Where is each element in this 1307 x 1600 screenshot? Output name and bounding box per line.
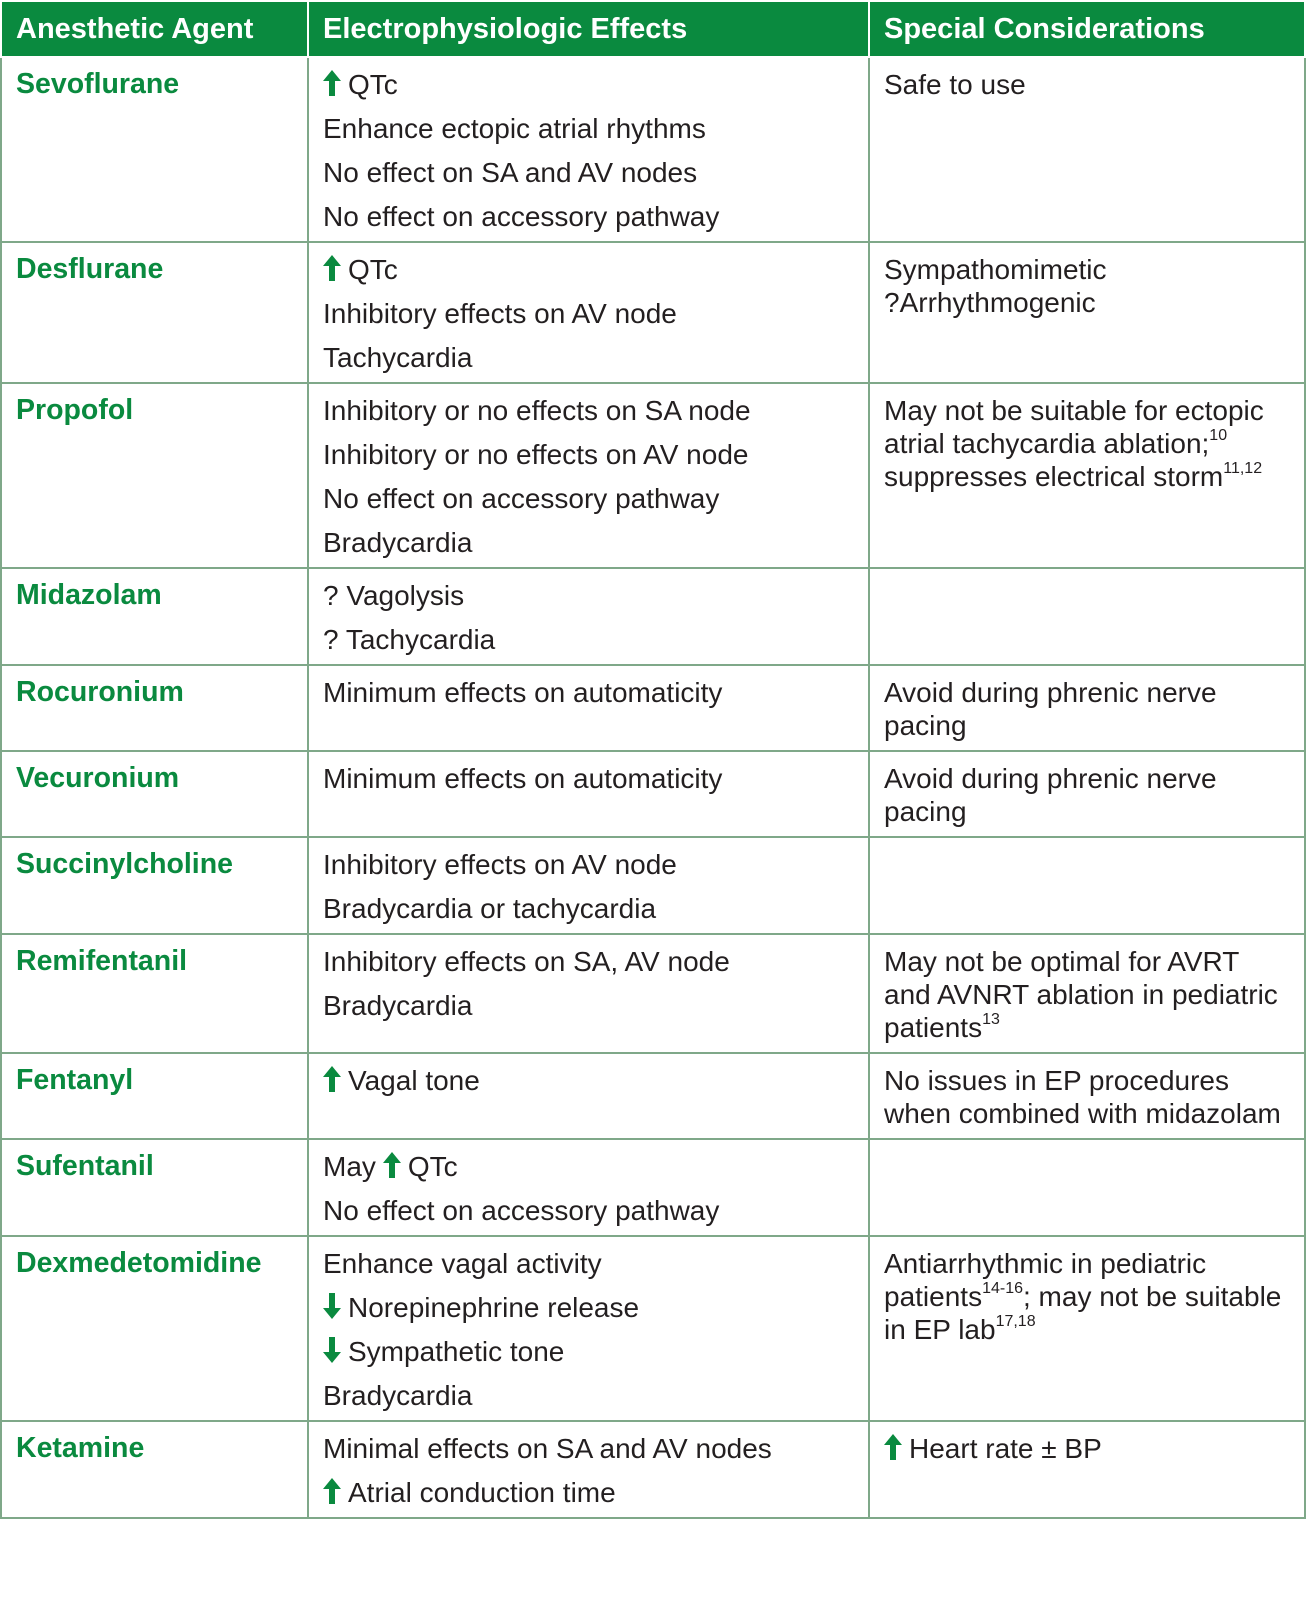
- table-row: [1, 1053, 1305, 1139]
- consideration-text-block: [884, 253, 1290, 319]
- consideration-text-block: [884, 1064, 1290, 1130]
- considerations-cell: [869, 1053, 1305, 1139]
- down-arrow-icon: [323, 1337, 341, 1363]
- agent-name: Desflurane: [1, 242, 308, 383]
- table-row: [1, 383, 1305, 568]
- effects-cell: [308, 751, 869, 837]
- citation-superscript: 14-16: [982, 1280, 1023, 1297]
- up-arrow-icon: [323, 1066, 341, 1092]
- effect-text: No effect on accessory pathway: [323, 201, 720, 232]
- consideration-text-block: [884, 394, 1290, 493]
- effect-text: Atrial conduction time: [348, 1477, 616, 1508]
- header-electrophysiologic-effects: Electrophysiologic Effects: [308, 1, 869, 57]
- citation-superscript: 13: [982, 1011, 1000, 1028]
- citation-superscript: 11,12: [1223, 460, 1263, 477]
- considerations-cell: [869, 1421, 1305, 1518]
- effect-line: [323, 253, 854, 297]
- consideration-text-block: [884, 1247, 1290, 1346]
- agent-name: Fentanyl: [1, 1053, 308, 1139]
- effects-cell: [308, 57, 869, 242]
- effect-text: Inhibitory effects on AV node: [323, 849, 677, 880]
- consideration-text: Avoid during phrenic nerve pacing: [884, 677, 1217, 741]
- effect-line: [323, 1476, 854, 1509]
- effects-cell: [308, 568, 869, 665]
- effects-cell: [308, 383, 869, 568]
- effect-text: QTc: [348, 69, 398, 100]
- effect-line: [323, 68, 854, 112]
- consideration-text: Safe to use: [884, 69, 1026, 100]
- effect-line: [323, 156, 854, 200]
- effect-text: Inhibitory effects on AV node: [323, 298, 677, 329]
- table-row: [1, 837, 1305, 934]
- table-row: [1, 1421, 1305, 1518]
- effect-text: ? Vagolysis: [323, 580, 465, 611]
- citation-superscript: 10: [1209, 427, 1228, 444]
- considerations-cell: [869, 568, 1305, 665]
- effect-line: [323, 579, 854, 623]
- table-row: [1, 57, 1305, 242]
- effect-text: QTc: [348, 254, 398, 285]
- agent-name: Ketamine: [1, 1421, 308, 1518]
- citation-superscript: 17,18: [995, 1313, 1036, 1330]
- consideration-text: Sympathomimetic: [884, 254, 1107, 285]
- considerations-cell: [869, 934, 1305, 1053]
- table-body: [1, 57, 1305, 1518]
- effect-text: Enhance vagal activity: [323, 1248, 602, 1279]
- consideration-text: ; may not be suitable in EP lab: [884, 1281, 1282, 1345]
- effects-cell: [308, 1421, 869, 1518]
- effect-text: Enhance ectopic atrial rhythms: [323, 113, 706, 144]
- consideration-text-block: [884, 762, 1290, 828]
- effect-line: [323, 112, 854, 156]
- effect-line: [323, 623, 854, 656]
- agent-name: Sevoflurane: [1, 57, 308, 242]
- effect-line: [323, 1379, 854, 1412]
- consideration-text: ?Arrhythmogenic: [884, 287, 1096, 318]
- consideration-text: May not be suitable for ectopic atrial tachycardia ablation;: [884, 395, 1264, 459]
- consideration-text-block: [884, 676, 1290, 742]
- effect-line: [323, 848, 854, 892]
- down-arrow-icon: [323, 1293, 341, 1319]
- effect-text: No effect on accessory pathway: [323, 483, 720, 514]
- effect-line: [323, 1291, 854, 1335]
- effect-line: [323, 945, 854, 989]
- consideration-text-block: [884, 68, 1290, 101]
- effect-text: Bradycardia: [323, 1380, 473, 1411]
- agent-name: Midazolam: [1, 568, 308, 665]
- consideration-text: Heart rate ± BP: [909, 1433, 1102, 1464]
- effect-text: Norepinephrine release: [348, 1292, 640, 1323]
- up-arrow-icon: [323, 1478, 341, 1504]
- considerations-cell: [869, 1139, 1305, 1236]
- effect-line: [323, 989, 854, 1022]
- consideration-text: No issues in EP procedures when combined with midazolam: [884, 1065, 1281, 1129]
- agent-name: Dexmedetomidine: [1, 1236, 308, 1421]
- effect-text: Bradycardia: [323, 990, 473, 1021]
- effect-text: No effect on SA and AV nodes: [323, 157, 698, 188]
- header-anesthetic-agent: Anesthetic Agent: [1, 1, 308, 57]
- effect-text: Tachycardia: [323, 342, 473, 373]
- consideration-text: suppresses electrical storm: [884, 461, 1224, 492]
- effect-text: Sympathetic tone: [348, 1336, 565, 1367]
- consideration-text-block: [884, 1432, 1290, 1465]
- effect-text: QTc: [407, 1151, 458, 1182]
- header-special-considerations: Special Considerations: [869, 1, 1305, 57]
- consideration-text-block: [884, 945, 1290, 1044]
- effect-line: [323, 297, 854, 341]
- effect-line: [323, 394, 854, 438]
- table-row: [1, 934, 1305, 1053]
- up-arrow-icon: [884, 1434, 902, 1460]
- effect-line: [323, 200, 854, 233]
- effect-text: Inhibitory effects on SA, AV node: [323, 946, 730, 977]
- up-arrow-icon: [323, 70, 341, 96]
- effect-line: [323, 1194, 854, 1227]
- effect-line: [323, 438, 854, 482]
- effect-line: [323, 1064, 854, 1097]
- considerations-cell: [869, 665, 1305, 751]
- effect-line: [323, 892, 854, 925]
- effect-text: Bradycardia or tachycardia: [323, 893, 657, 924]
- effect-text: Inhibitory or no effects on SA node: [323, 395, 751, 426]
- effects-cell: [308, 665, 869, 751]
- effect-line: [323, 482, 854, 526]
- consideration-text: Antiarrhythmic in pediatric patients: [884, 1248, 1207, 1312]
- agent-name: Sufentanil: [1, 1139, 308, 1236]
- agent-name: Propofol: [1, 383, 308, 568]
- agent-name: Vecuronium: [1, 751, 308, 837]
- agent-name: Remifentanil: [1, 934, 308, 1053]
- effect-text: Minimum effects on automaticity: [323, 763, 723, 794]
- agent-name: Rocuronium: [1, 665, 308, 751]
- effect-line: [323, 341, 854, 374]
- effect-text: Vagal tone: [348, 1065, 480, 1096]
- considerations-cell: [869, 383, 1305, 568]
- effect-text: No effect on accessory pathway: [323, 1195, 720, 1226]
- effect-text: Minimum effects on automaticity: [323, 677, 723, 708]
- effects-cell: [308, 934, 869, 1053]
- table-header: [1, 1, 1305, 57]
- effect-text: Bradycardia: [323, 527, 473, 558]
- table-row: [1, 242, 1305, 383]
- effects-cell: [308, 1236, 869, 1421]
- considerations-cell: [869, 837, 1305, 934]
- considerations-cell: [869, 57, 1305, 242]
- table-row: [1, 665, 1305, 751]
- table-row: [1, 1139, 1305, 1236]
- considerations-cell: [869, 242, 1305, 383]
- effects-cell: [308, 837, 869, 934]
- effect-line: [323, 762, 854, 795]
- effect-text: ? Tachycardia: [323, 624, 496, 655]
- effect-prefix: May: [323, 1151, 376, 1182]
- effect-line: [323, 1335, 854, 1379]
- table-row: [1, 1236, 1305, 1421]
- effect-line: [323, 676, 854, 709]
- effects-cell: [308, 1053, 869, 1139]
- up-arrow-icon: [323, 255, 341, 281]
- effect-line: [323, 1247, 854, 1291]
- consideration-text: May not be optimal for AVRT and AVNRT ablation in pediatric patients: [884, 946, 1278, 1043]
- effect-text: Inhibitory or no effects on AV node: [323, 439, 749, 470]
- effects-cell: [308, 1139, 869, 1236]
- considerations-cell: [869, 751, 1305, 837]
- effect-line: [323, 1432, 854, 1476]
- effect-line: [323, 526, 854, 559]
- table-row: [1, 751, 1305, 837]
- considerations-cell: [869, 1236, 1305, 1421]
- consideration-text: Avoid during phrenic nerve pacing: [884, 763, 1217, 827]
- up-arrow-icon: [383, 1152, 401, 1178]
- effects-cell: [308, 242, 869, 383]
- agent-name: Succinylcholine: [1, 837, 308, 934]
- header-row: [1, 1, 1305, 57]
- effect-text: Minimal effects on SA and AV nodes: [323, 1433, 772, 1464]
- table-row: [1, 568, 1305, 665]
- effect-line: [323, 1150, 854, 1194]
